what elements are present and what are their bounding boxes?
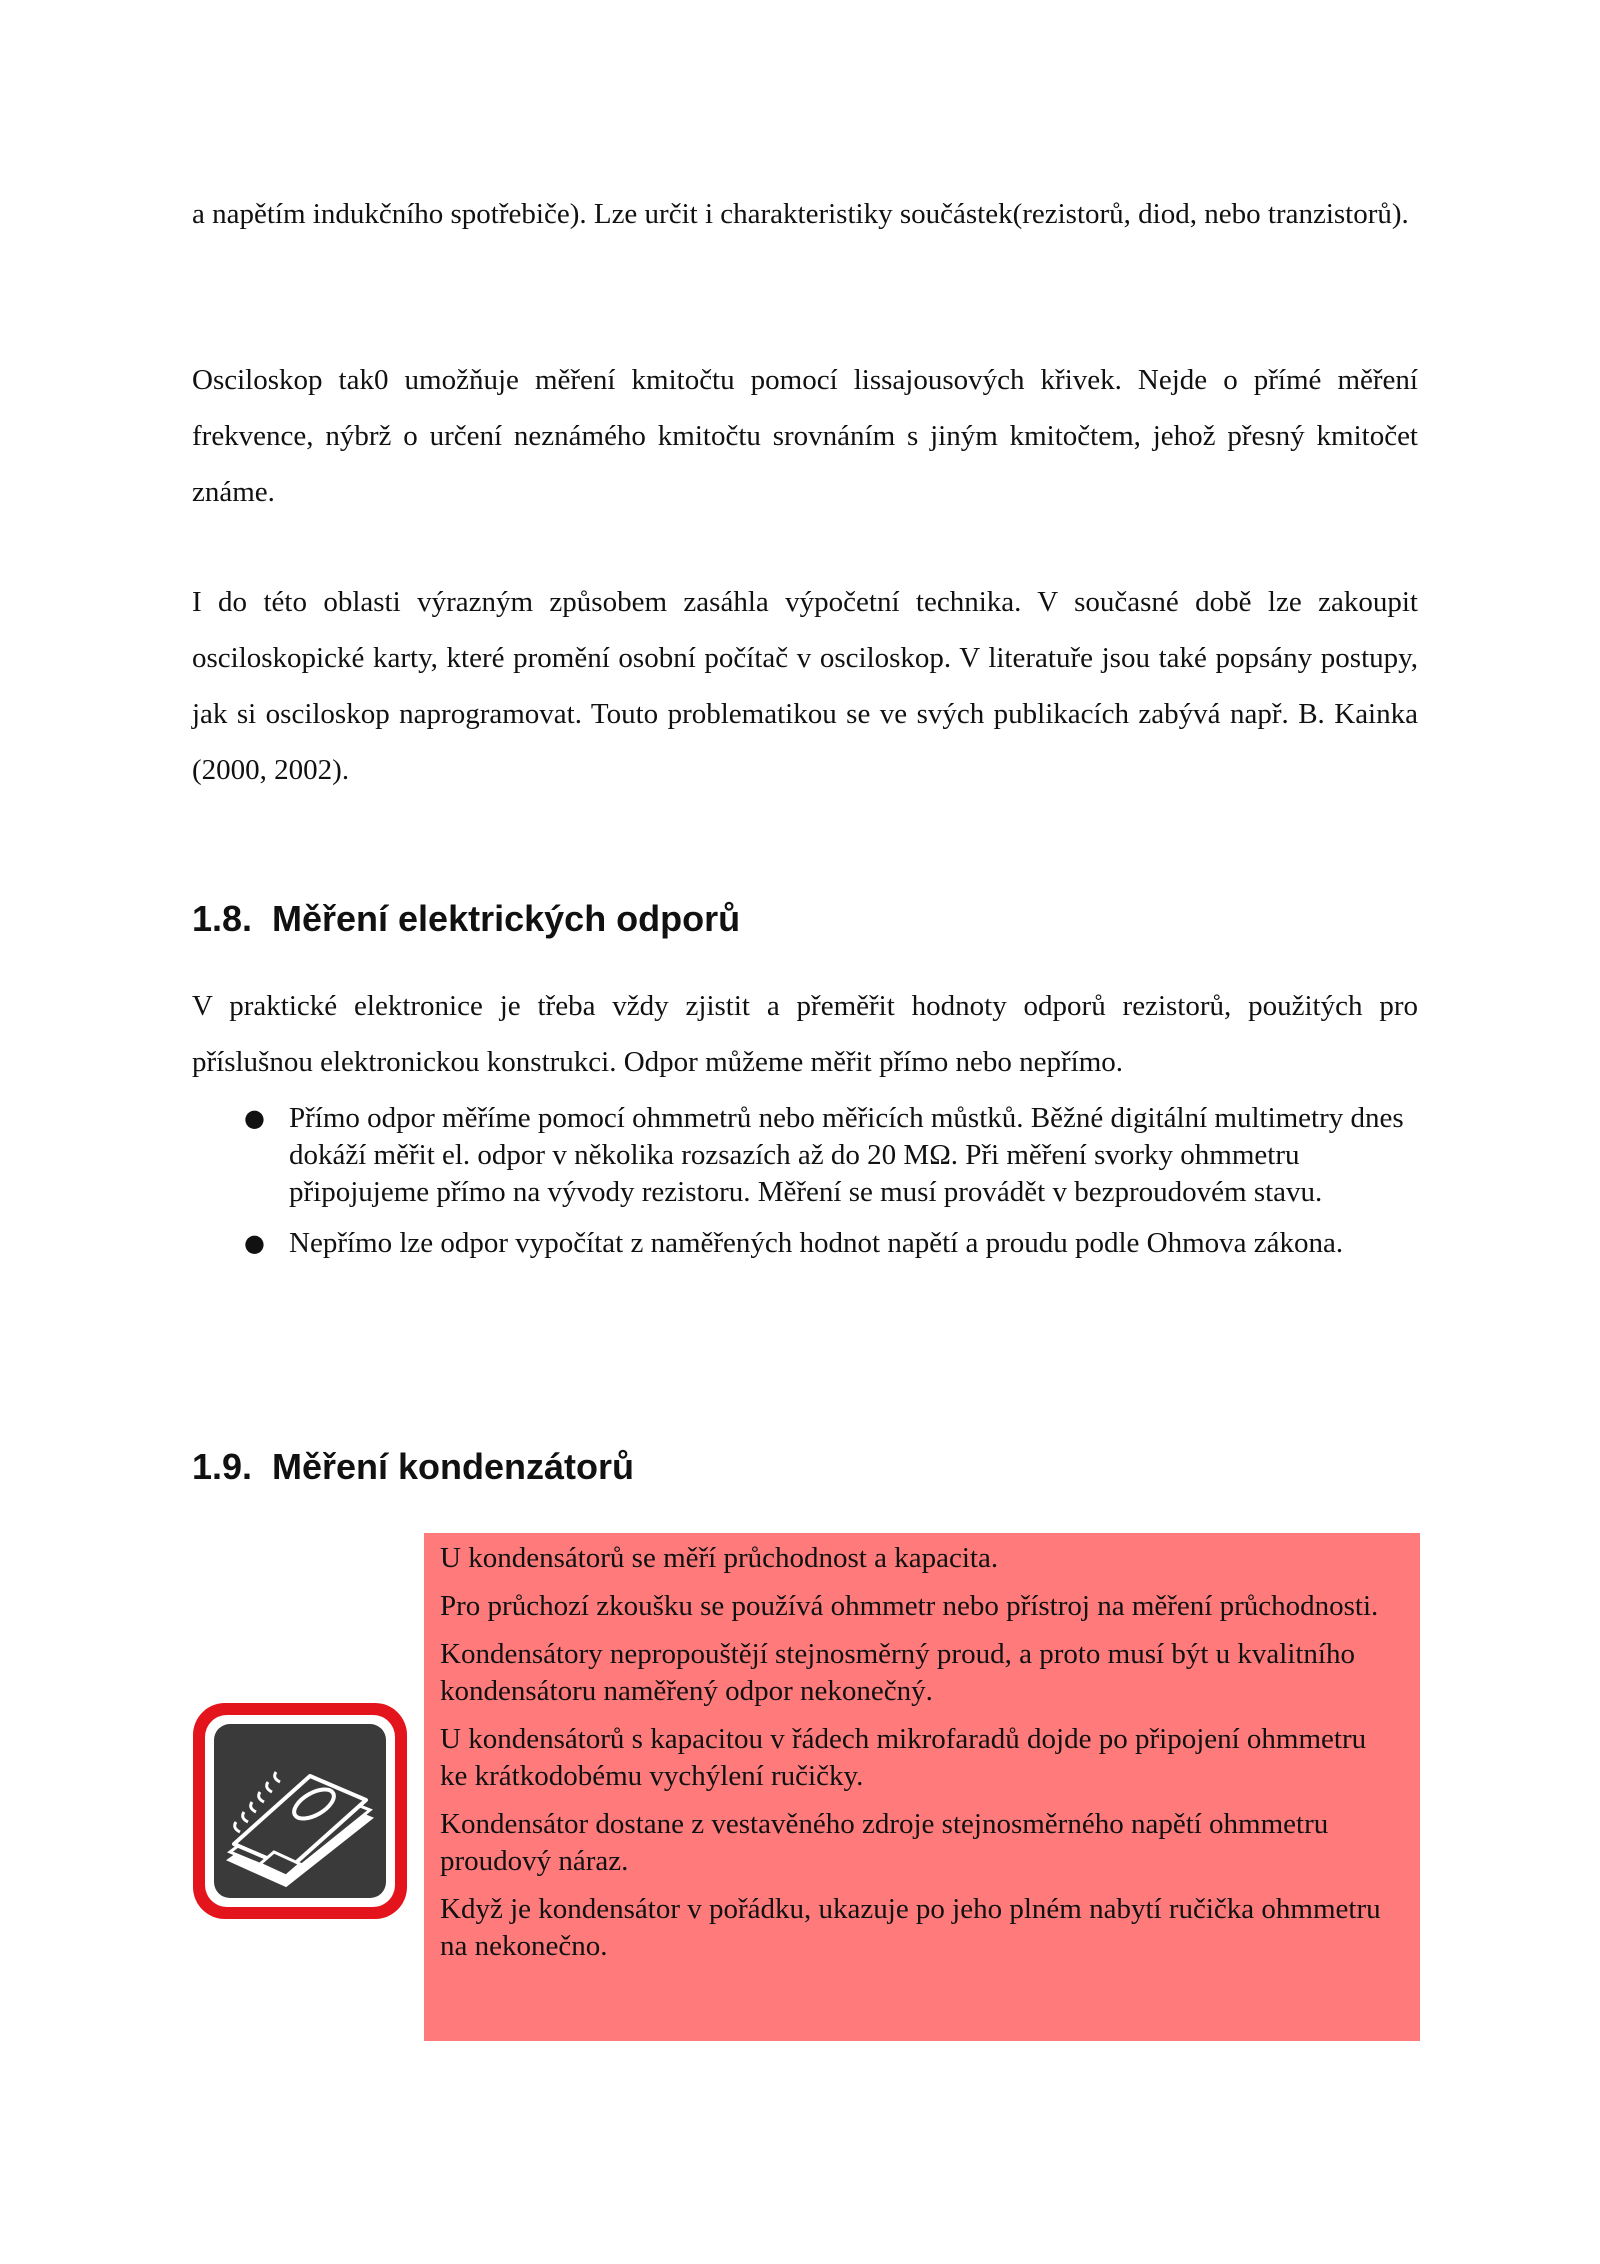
list-item-text: Nepřímo lze odpor vypočítat z naměřených hodnot napětí a proudu podle Ohmova zákona.	[289, 1227, 1344, 1259]
section-heading-resistance	[192, 897, 740, 941]
section-title: Měření kondenzátorů	[272, 1446, 635, 1487]
bullet-icon: ●	[244, 1229, 265, 1257]
note-box-capacitors	[424, 1533, 1420, 2041]
note-line: U kondensátorů se měří průchodnost a kapacita.	[440, 1542, 999, 1574]
list-item	[192, 1225, 1418, 1262]
section-number: 1.8.	[192, 898, 253, 939]
bullet-list-resistance-methods	[192, 1100, 1418, 1276]
section-title: Měření elektrických odporů	[272, 898, 741, 939]
paragraph-resistance-intro: V praktické elektronice je třeba vždy zjistit a přeměřit hodnoty odporů rezistorů, použitých pro příslušnou elektronickou konstrukci. Odpor můžeme měřit přímo nebo nepřímo.	[192, 990, 1418, 1078]
note-line: U kondensátorů s kapacitou v řádech mikrofaradů dojde po připojení ohmmetru ke krátkodobému vychýlení ručičky.	[440, 1723, 1367, 1792]
list-item	[192, 1100, 1418, 1211]
notebook-icon	[190, 1700, 410, 1922]
note-line: Kondensátory nepropouštějí stejnosměrný proud, a proto musí být u kvalitního kondensátoru naměřený odpor nekonečný.	[440, 1638, 1355, 1707]
paragraph-computer-oscilloscope: I do této oblasti výrazným způsobem zasáhla výpočetní technika. V současné době lze zakoupit osciloskopické karty, které promění osobní počítač v osciloskop. V literatuře jsou také popsány postupy, jak si osciloskop naprogramovat. Touto problematikou se ve svých publikacích zabývá např. B. Kainka (2000, 2002).	[192, 586, 1418, 786]
note-line: Pro průchozí zkoušku se používá ohmmetr nebo přístroj na měření průchodnosti.	[440, 1590, 1379, 1622]
paragraph-components: a napětím indukčního spotřebiče). Lze určit i charakteristiky součástek(rezistorů, diod, nebo tranzistorů).	[192, 198, 1409, 230]
section-heading-capacitors	[192, 1445, 634, 1489]
list-item-text: Přímo odpor měříme pomocí ohmmetrů nebo měřicích můstků. Běžné digitální multimetry dnes dokáží měřit el. odpor v několika rozsazích až do 20 MΩ. Při měření svorky ohmmetru připojujeme přímo na vývody rezistoru. Měření se musí provádět v bezproudovém stavu.	[289, 1102, 1404, 1208]
note-line: Kondensátor dostane z vestavěného zdroje stejnosměrného napětí ohmmetru proudový náraz.	[440, 1808, 1329, 1877]
section-number: 1.9.	[192, 1446, 253, 1487]
bullet-icon: ●	[244, 1104, 265, 1132]
paragraph-lissajous: Osciloskop tak0 umožňuje měření kmitočtu pomocí lissajousových křivek. Nejde o přímé měření frekvence, nýbrž o určení neznámého kmitočtu srovnáním s jiným kmitočtem, jehož přesný kmitočet známe.	[192, 364, 1418, 508]
note-line: Když je kondensátor v pořádku, ukazuje po jeho plném nabytí ručička ohmmetru na nekonečno.	[440, 1893, 1381, 1962]
